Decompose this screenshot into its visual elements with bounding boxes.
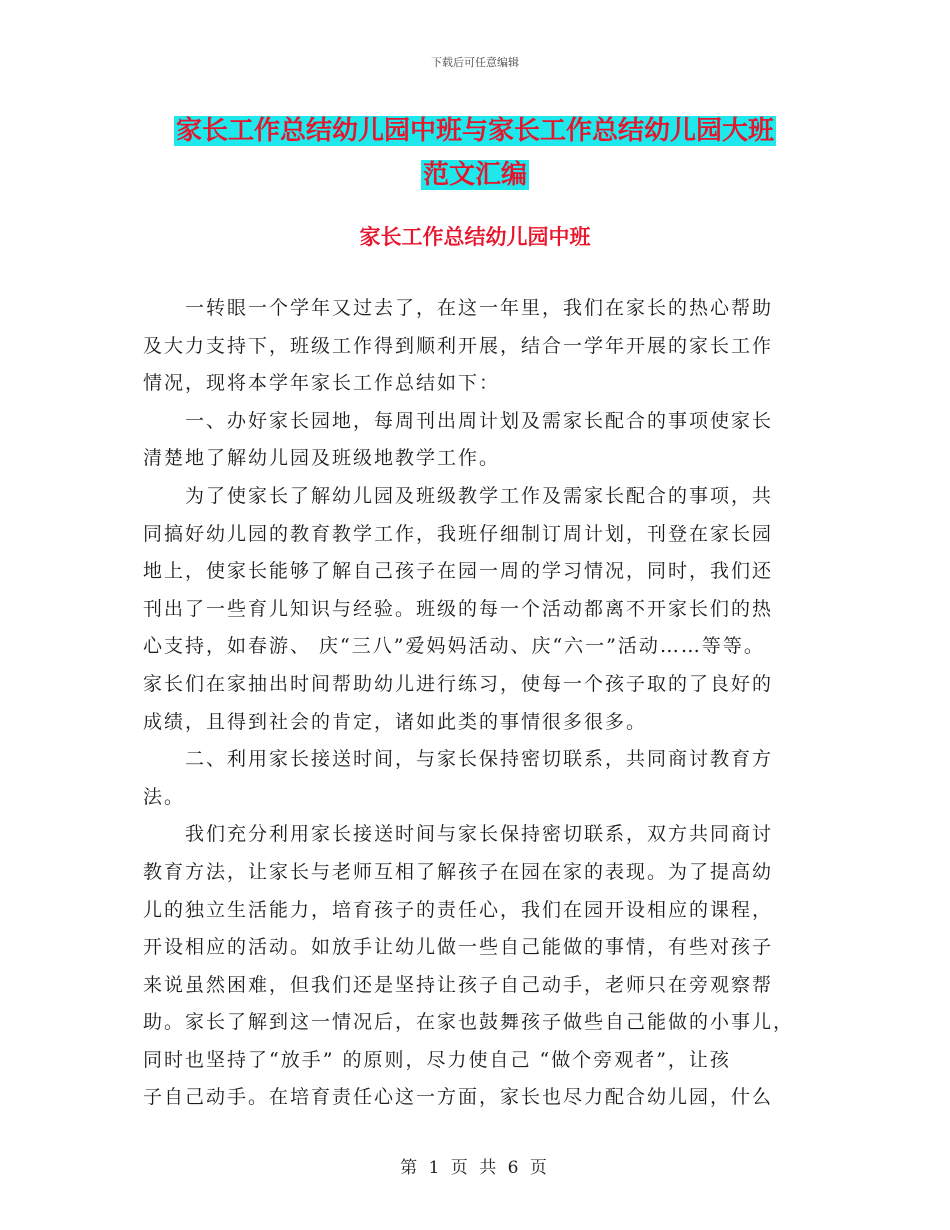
body-line: 开设相应的活动。如放手让幼儿做一些自己能做的事情，有些对孩子 — [143, 936, 774, 959]
document-title-line-2 — [0, 153, 950, 197]
body-line: 及大力支持下，班级工作得到顺利开展，结合一学年开展的家长工作 — [143, 334, 774, 357]
body-line: 清楚地了解幼儿园及班级地教学工作。 — [143, 447, 501, 470]
title-highlight-2: 范文汇编 — [422, 160, 527, 190]
body-line: 同时也坚持了“放手” 的原则，尽力使自己 “做个旁观者”，让孩 — [143, 1048, 731, 1071]
header-note: 下载后可任意编辑 — [431, 56, 519, 69]
body-line: 情况，现将本学年家长工作总结如下： — [143, 372, 501, 395]
page-number-footer: 第 1 页 共 6 页 — [400, 1158, 550, 1178]
body-line: 来说虽然困难，但我们还是坚持让孩子自己动手，老师只在旁观察帮 — [143, 973, 774, 996]
body-line: 家长们在家抽出时间帮助幼儿进行练习，使每一个孩子取的了良好的 — [143, 672, 774, 695]
document-title-line-1 — [0, 109, 950, 153]
body-line: 一、办好家长园地，每周刊出周计划及需家长配合的事项使家长 — [143, 409, 774, 432]
body-line: 儿的独立生活能力，培育孩子的责任心，我们在园开设相应的课程， — [143, 898, 774, 921]
title-highlight-1: 家长工作总结幼儿园中班与家长工作总结幼儿园大班 — [175, 116, 774, 146]
body-line: 助。家长了解到这一情况后，在家也鼓舞孩子做些自己能做的小事儿， — [143, 1011, 795, 1034]
section-title: 家长工作总结幼儿园中班 — [359, 225, 591, 249]
body-line: 刊出了一些育儿知识与经验。班级的每一个活动都离不开家长们的热 — [143, 597, 774, 620]
body-line: 心支持，如春游、 庆“三八”爱妈妈活动、庆“六一”活动……等等。 — [143, 635, 765, 658]
body-line: 为了使家长了解幼儿园及班级教学工作及需家长配合的事项，共 — [143, 484, 774, 507]
body-line: 我们充分利用家长接送时间与家长保持密切联系，双方共同商讨 — [143, 823, 774, 846]
body-text — [143, 290, 803, 1117]
body-line: 一转眼一个学年又过去了，在这一年里，我们在家长的热心帮助 — [143, 297, 774, 319]
body-line: 成绩，且得到社会的肯定，诸如此类的事情很多很多。 — [143, 710, 648, 733]
body-line: 教育方法，让家长与老师互相了解孩子在园在家的表现。为了提高幼 — [143, 860, 774, 883]
body-line: 二、利用家长接送时间，与家长保持密切联系，共同商讨教育方 — [143, 748, 774, 771]
body-line: 同搞好幼儿园的教育教学工作，我班仔细制订周计划，刊登在家长园 — [143, 522, 774, 545]
body-line: 地上，使家长能够了解自己孩子在园一周的学习情况，同时，我们还 — [143, 560, 774, 583]
body-line: 法。 — [143, 785, 186, 808]
body-line: 子自己动手。在培育责任心这一方面，家长也尽力配合幼儿园，什么 — [143, 1086, 774, 1109]
